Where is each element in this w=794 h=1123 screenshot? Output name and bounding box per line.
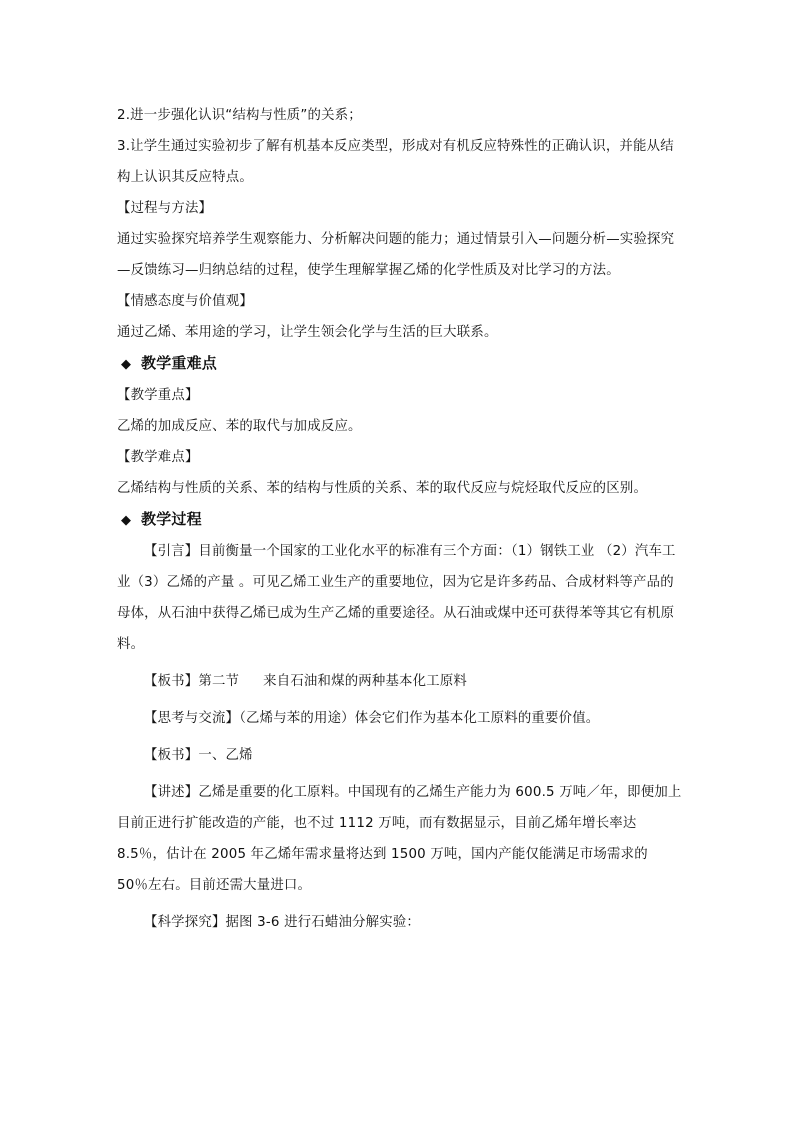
intro-text: 目前衡量一个国家的工业化水平的标准有三个方面：（1）钢铁工业 （2）汽车工业（3）乙烯的产量 。可见乙烯工业生产的重要地位，因为它是许多药品、合成材料等产品的母体，从石油中获得乙烯已成为生产乙烯的重要途径。从石油或煤中还可获得苯等其它有机原料。: [117, 544, 676, 652]
document-body: [117, 100, 682, 938]
diamond-bullet-icon: ◆: [121, 513, 132, 528]
objective-item-2: 2.进一步强化认识“结构与性质”的关系；: [117, 108, 362, 123]
board-line-1: [117, 666, 682, 697]
think-text: （乙烯与苯的用途）体会它们作为基本化工原料的重要价值。: [239, 711, 600, 726]
explore-text: 据图 3-6 进行石蜡油分解实验：: [225, 915, 421, 930]
key-points-title-text: 教学重难点: [141, 354, 218, 372]
difficulty-heading: 【教学难点】: [117, 450, 199, 465]
lecture-text: 乙烯是重要的化工原料。中国现有的乙烯生产能力为 600.5 万吨／年，即便加上目前正进行扩能改造的产能，也不过 1112 万吨，而有数据显示，目前乙烯年增长率达 8.5％，估计在 2005 年乙烯年需求量将达到 1500 万吨，国内产能仅能满足市场需求的 50％左右。目前还需大量进口。: [117, 785, 682, 893]
lecture-tag: 【讲述】: [144, 785, 199, 800]
explore-tag: 【科学探究】: [144, 915, 226, 930]
think-tag: 【思考与交流】: [144, 711, 240, 726]
board-line-2: [117, 740, 682, 771]
board2-tag: 【板书】: [144, 748, 199, 763]
board1-tag: 【板书】: [144, 674, 199, 689]
explore-line: [117, 907, 682, 938]
diamond-bullet-icon: ◆: [121, 357, 132, 372]
intro-tag: 【引言】: [144, 544, 199, 559]
board2-text: 一、乙烯: [198, 748, 253, 763]
focus-text: 乙烯的加成反应、苯的取代与加成反应。: [117, 419, 362, 434]
difficulty-text: 乙烯结构与性质的关系、苯的结构与性质的关系、苯的取代反应与烷烃取代反应的区别。: [117, 481, 648, 496]
process-method-text: 通过实验探究培养学生观察能力、分析解决问题的能力；通过情景引入—问题分析—实验探究—反馈练习—归纳总结的过程，使学生理解掌握乙烯的化学性质及对比学习的方法。: [117, 232, 675, 278]
focus-heading: 【教学重点】: [117, 388, 199, 403]
process-method-heading: 【过程与方法】: [117, 201, 213, 216]
intro-paragraph: [117, 536, 682, 660]
board1-section: 第二节: [198, 674, 240, 689]
think-line: [117, 703, 682, 734]
process-section-title: [121, 504, 682, 536]
attitude-heading: 【情感态度与价值观】: [117, 294, 253, 309]
process-title-text: 教学过程: [141, 510, 202, 528]
key-points-section-title: [121, 348, 682, 380]
attitude-text: 通过乙烯、苯用途的学习，让学生领会化学与生活的巨大联系。: [117, 325, 498, 340]
objective-item-3: 3.让学生通过实验初步了解有机基本反应类型，形成对有机反应特殊性的正确认识，并能从结构上认识其反应特点。: [117, 139, 674, 185]
board1-title: 来自石油和煤的两种基本化工原料: [263, 674, 468, 689]
lecture-paragraph: [117, 777, 682, 901]
